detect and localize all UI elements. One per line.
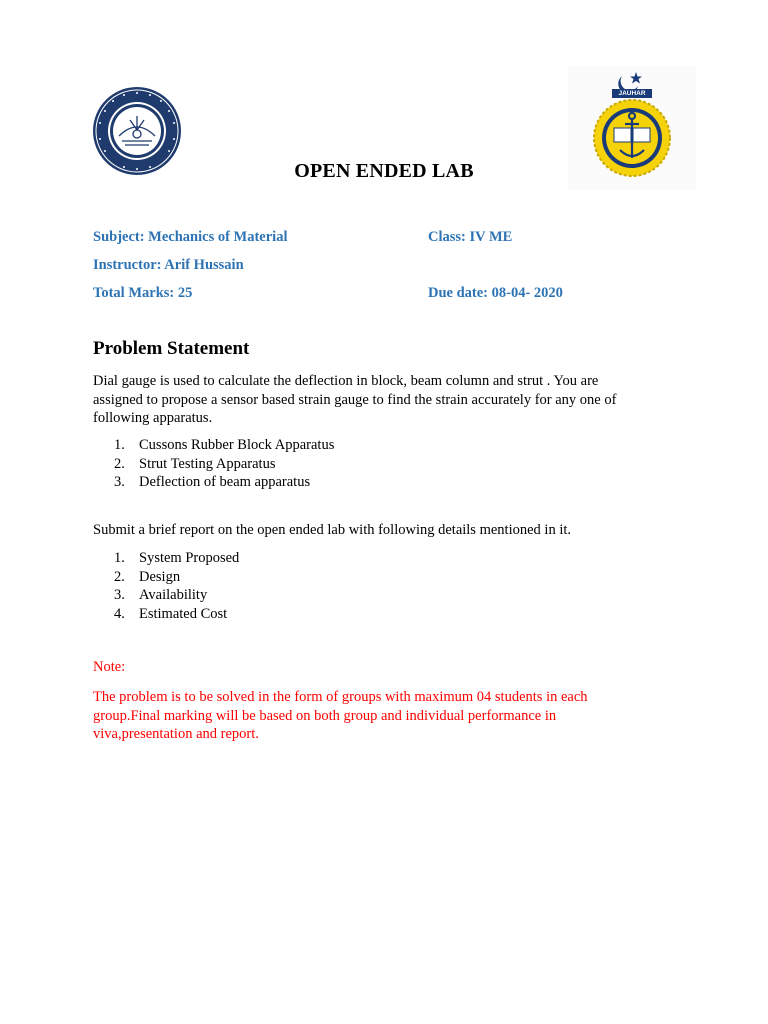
list-item	[93, 436, 334, 455]
submit-instructions: Submit a brief report on the open ended lab with following details mentioned in it.	[93, 522, 571, 538]
problem-statement-heading: Problem Statement	[93, 338, 250, 359]
crest-banner-text: JAUHAR	[618, 90, 646, 97]
note-line: group.Final marking will be based on both group and individual performance in	[93, 707, 557, 724]
list-item-text: Estimated Cost	[139, 605, 228, 622]
list-item	[93, 473, 334, 492]
list-item-text: Design	[139, 568, 181, 585]
instructor-label: Instructor: Arif Hussain	[93, 257, 244, 273]
problem-intro-paragraph	[93, 372, 673, 428]
list-number: 1.	[114, 550, 125, 566]
list-item-text: Availability	[139, 587, 208, 603]
list-item-text: System Proposed	[139, 550, 240, 566]
list-number: 2.	[114, 455, 125, 472]
list-number: 1.	[114, 437, 125, 453]
total-marks-label: Total Marks: 25	[93, 285, 193, 301]
report-details-list	[93, 549, 239, 623]
note-line: The problem is to be solved in the form of groups with maximum 04 students in each	[93, 689, 588, 705]
list-item	[93, 605, 239, 624]
due-date-label: Due date: 08-04- 2020	[428, 285, 563, 301]
list-number: 2.	[114, 568, 125, 585]
list-item	[93, 549, 239, 568]
page-title: OPEN ENDED LAB	[294, 160, 474, 182]
note-label: Note:	[93, 659, 126, 675]
list-item-text: Cussons Rubber Block Apparatus	[139, 437, 335, 453]
subject-label: Subject: Mechanics of Material	[93, 229, 288, 245]
list-item-text: Strut Testing Apparatus	[139, 455, 276, 472]
list-item	[93, 455, 334, 474]
note-line: viva,presentation and report.	[93, 726, 259, 742]
list-item	[93, 568, 239, 587]
list-number: 4.	[114, 605, 125, 622]
intro-line: following apparatus.	[93, 410, 213, 426]
apparatus-list	[93, 436, 334, 492]
list-item-text: Deflection of beam apparatus	[139, 474, 311, 490]
intro-line: assigned to propose a sensor based strain gauge to find the strain accurately for any one of	[93, 391, 617, 408]
class-label: Class: IV ME	[428, 229, 513, 245]
list-item	[93, 586, 239, 605]
intro-line: Dial gauge is used to calculate the deflection in block, beam column and strut . You are	[93, 373, 599, 389]
list-number: 3.	[114, 474, 125, 490]
note-paragraph	[93, 688, 673, 744]
list-number: 3.	[114, 587, 125, 603]
